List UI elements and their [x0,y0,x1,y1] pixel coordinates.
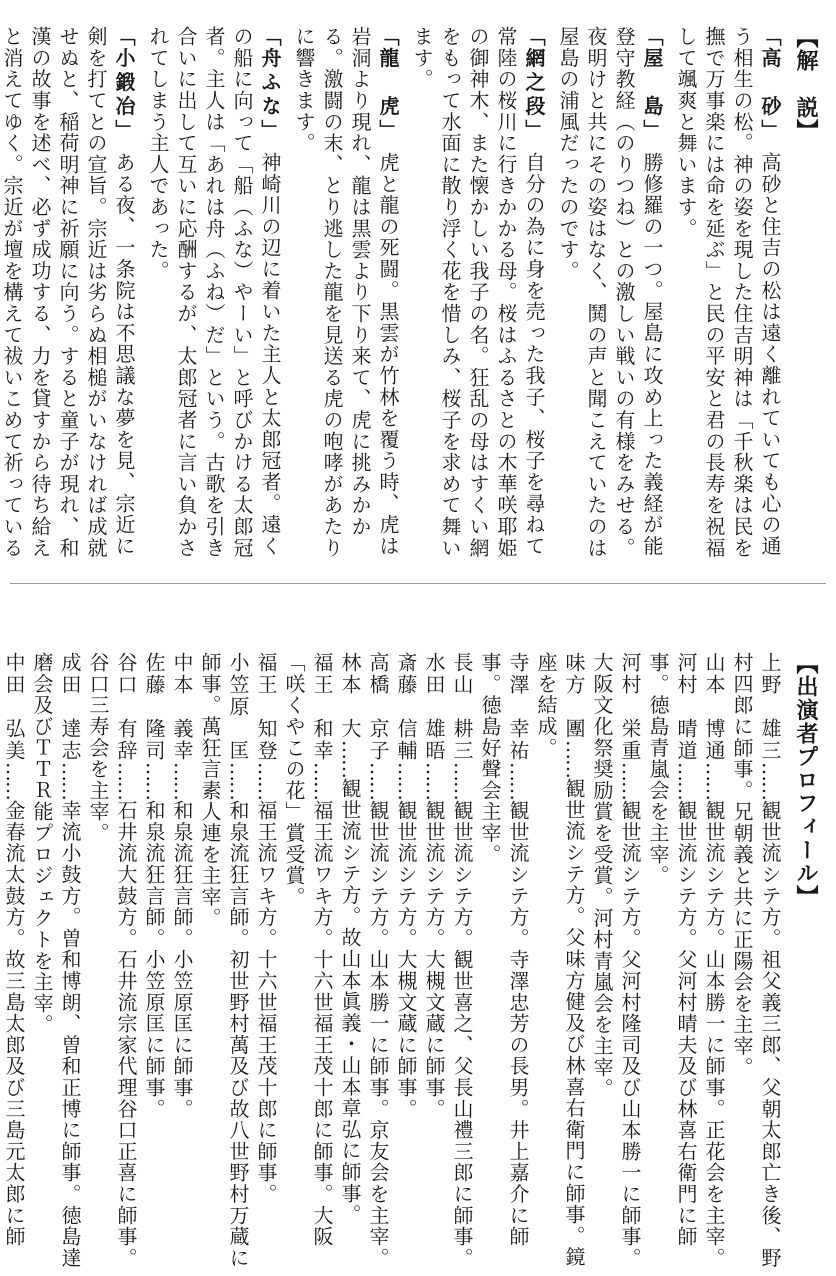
profile-entry: 佐藤 隆司……和泉流狂言師。小笠原匡に師事。 [142,652,166,1120]
performer-name: 小笠原 匡 [226,652,250,762]
profile-entry: 高橋 京子……観世流シテ方。山本勝一に師事。京友会を主宰。 [366,652,390,1269]
performer-bio: 福王流ワキ方。十六世福王茂十郎に師事。大阪「咲くやこの花」賞受賞。 [282,652,334,1248]
performer-bio: 観世流シテ方。観世喜之、父長山禮三郎に師事。 [450,800,474,1269]
commentary-body: 虎と龍の死闘。黒雲が竹林を覆う時、虎は岩洞より現れ、龍は黒雲より下り来て、虎に挑みかかる。激闘の末、とり逃した龍を見送る虎の咆哮があたりに響きます。 [292,26,400,559]
commentary-body: 高砂と住吉の松は遠く離れていても心の通う相生の松。神の姿を現した住吉明神は「千秋楽は民を撫で万事楽には命を延ぶ」と民の平安と君の長寿を祝福して颯爽と舞います。 [674,26,782,559]
performer-bio: 金春流太鼓方。故三島太郎及び三島元太郎に師 [2,800,26,1248]
profile-entry: 小笠原 匡……和泉流狂言師。初世野村萬及び故八世野村万蔵に師事。萬狂言素人連を主宰。 [198,652,250,1269]
commentary-item-funafuna: 「舟ふな」 神崎川の辺に着いた主人と太郎冠者。遠くの船に向って「船（ふな）やーい」と呼びかける太郎冠者。主人は「あれは舟（ふね）だ」という。古歌を引き合いに出して互いに応酬するが、太郎冠者に言い負かされてしまう主人であった。 [146,26,282,559]
commentary-item-yashima: 「屋 島」 勝修羅の一つ。屋島に攻め上った義経が能登守教経（のりつね）との激しい戦いの有様をみせる。夜明けと共にその姿はなく、鬨の声と聞こえていたのは屋島の浦風だったのです。 [556,26,664,559]
performer-bio: 和泉流狂言師。小笠原匡に師事。 [142,800,166,1120]
performer-name: 上野 雄三 [758,652,782,762]
profile-entry: 寺澤 幸祐……観世流シテ方。寺澤忠芳の長男。井上嘉介に師事。徳島好聲会主宰。 [478,652,530,1248]
performer-bio: 福王流ワキ方。十六世福王茂十郎に師事。 [254,800,278,1205]
commentary-item-takasago: 「高 砂」 高砂と住吉の松は遠く離れていても心の通う相生の松。神の姿を現した住吉明神は「千秋楽は民を撫で万事楽には命を延ぶ」と民の平安と君の長寿を祝福して颯爽と舞います。 [674,26,782,559]
profile-entry: 谷口 有辞……石井流大鼓方。石井流宗家代理谷口正喜に師事。谷口三寿会を主宰。 [86,652,138,1269]
performer-name: 河村 晴道 [674,652,698,762]
commentary-body: 自分の為に身を売った我子、桜子を尋ねて常陸の桜川に行きかかる母。桜はふるさとの木華咲耶姫の御神木、また懐かしい我子の名。狂乱の母はすくい網をもって水面に散り浮く花を惜しみ、桜子を求めて舞います。 [410,26,546,559]
performer-bio: 観世流シテ方。祖父義三郎、父朝太郎亡き後、野村四郎に師事。兄朝義と共に正陽会を主宰。 [730,652,782,1269]
performer-name: 斎藤 信輔 [394,652,418,762]
performer-bio: 観世流シテ方。故山本眞義・山本章弘に師事。 [338,778,362,1226]
profiles-title: 【出演者プロフィール】 [793,652,819,909]
commentary-body: 勝修羅の一つ。屋島に攻め上った義経が能登守教経（のりつね）との激しい戦いの有様をみせる。夜明けと共にその姿はなく、鬨の声と聞こえていたのは屋島の浦風だったのです。 [556,26,664,559]
profiles-section [0,590,836,1276]
performer-name: 福王 知登 [254,652,278,762]
commentary-item-ryuko: 「龍 虎」 虎と龍の死闘。黒雲が竹林を覆う時、虎は岩洞より現れ、龍は黒雲より下り来て、虎に挑みかかる。激闘の末、とり逃した龍を見送る虎の咆哮があたりに響きます。 [292,26,400,559]
performer-name: 味方 團 [562,652,586,740]
performer-name: 水田 雄晤 [422,652,446,762]
performer-name: 寺澤 幸祐 [506,652,530,762]
performer-bio: 観世流シテ方。大槻文蔵に師事。 [394,800,418,1120]
profile-entry: 山本 博通……観世流シテ方。山本勝一に師事。正花会を主宰。 [702,652,726,1269]
performer-bio: 観世流シテ方。父河村晴夫及び林喜右衛門に師事。徳島青嵐会を主宰。 [646,652,698,1248]
performer-bio: 幸流小鼓方。曽和博朗、曽和正博に師事。徳島達磨会及びＴＴＲ能プロジェクトを主宰。 [30,652,82,1269]
commentary-label: 網之段 [522,47,546,120]
profile-entry: 味方 團……観世流シテ方。父味方健及び林喜右衛門に師事。鏡座を結成。 [534,652,586,1268]
performer-name: 谷口 有辞 [114,652,138,762]
commentary-label: 屋 島 [640,47,664,120]
commentary-section [0,0,836,578]
profile-entry: 河村 晴道……観世流シテ方。父河村晴夫及び林喜右衛門に師事。徳島青嵐会を主宰。 [646,652,698,1248]
commentary-label: 小鍛冶 [112,47,136,120]
commentary-body: 神崎川の辺に着いた主人と太郎冠者。遠くの船に向って「船（ふな）やーい」と呼びかける太郎冠者。主人は「あれは舟（ふね）だ」という。古歌を引き合いに出して互いに応酬するが、太郎冠者に言い負かされてしまう主人であった。 [146,26,282,559]
commentary-label: 高 砂 [758,47,782,120]
performer-bio: 観世流シテ方。大槻文蔵に師事。 [422,800,446,1120]
performer-bio: 観世流シテ方。山本勝一に師事。正花会を主宰。 [702,800,726,1269]
commentary-label: 龍 虎 [376,47,400,120]
performer-name: 中田 弘美 [2,652,26,762]
commentary-item-aminodan: 「網之段」 自分の為に身を売った我子、桜子を尋ねて常陸の桜川に行きかかる母。桜はふるさとの木華咲耶姫の御神木、また懐かしい我子の名。狂乱の母はすくい網をもって水面に散り浮く花を惜しみ、桜子を求めて舞います。 [410,26,546,559]
performer-name: 高橋 京子 [366,652,390,762]
performer-bio: 和泉流狂言師。小笠原匡に師事。 [170,800,194,1120]
performer-bio: 石井流大鼓方。石井流宗家代理谷口正喜に師事。谷口三寿会を主宰。 [86,652,138,1269]
commentary-title: 【解 説】 [793,26,819,143]
profile-entry: 上野 雄三……観世流シテ方。祖父義三郎、父朝太郎亡き後、野村四郎に師事。兄朝義と共に正陽会を主宰。 [730,652,782,1269]
profile-entry: 成田 達志……幸流小鼓方。曽和博朗、曽和正博に師事。徳島達磨会及びＴＴＲ能プロジェクトを主宰。 [30,652,82,1269]
profile-entry: 河村 栄重……観世流シテ方。父河村隆司及び山本勝一に師事。大阪文化祭奨励賞を受賞。河村青嵐会を主宰。 [590,652,642,1269]
profile-entry: 林本 大……観世流シテ方。故山本眞義・山本章弘に師事。 [338,652,362,1226]
performer-name: 成田 達志 [58,652,82,762]
performer-bio: 観世流シテ方。父味方健及び林喜右衛門に師事。鏡座を結成。 [534,652,586,1268]
performer-name: 中本 義幸 [170,652,194,762]
performer-name: 山本 博通 [702,652,726,762]
performer-name: 佐藤 隆司 [142,652,166,762]
performer-name: 河村 栄重 [618,652,642,762]
performer-bio: 観世流シテ方。父河村隆司及び山本勝一に師事。大阪文化祭奨励賞を受賞。河村青嵐会を主宰。 [590,652,642,1269]
performer-bio: 観世流シテ方。寺澤忠芳の長男。井上嘉介に師事。徳島好聲会主宰。 [478,652,530,1248]
profile-entry: 福王 知登……福王流ワキ方。十六世福王茂十郎に師事。 [254,652,278,1205]
profile-entry: 長山 耕三……観世流シテ方。観世喜之、父長山禮三郎に師事。 [450,652,474,1269]
profile-entry: 中本 義幸……和泉流狂言師。小笠原匡に師事。 [170,652,194,1120]
performer-name: 林本 大 [338,652,362,740]
commentary-text [0,26,820,566]
profile-entry: 斎藤 信輔……観世流シテ方。大槻文蔵に師事。 [394,652,418,1120]
section-divider [10,583,826,584]
commentary-item-kokaji: 「小鍛冶」 ある夜、一条院は不思議な夢を見、宗近に剣を打てとの宣旨。宗近は劣らぬ相槌がいなければ成就せぬと、稲荷明神に祈願に向う。すると童子が現れ、和漢の故事を述べ、必ず成功する、力を貸すから待ち給えと消えてゆく。宗近が壇を構えて祓いこめて祈っている [0,26,138,566]
performer-name: 長山 耕三 [450,652,474,762]
performer-bio: 和泉流狂言師。初世野村萬及び故八世野村万蔵に師事。萬狂言素人連を主宰。 [198,652,250,1269]
commentary-body: ある夜、一条院は不思議な夢を見、宗近に剣を打てとの宣旨。宗近は劣らぬ相槌がいなければ成就せぬと、稲荷明神に祈願に向う。すると童子が現れ、和漢の故事を述べ、必ず成功する、力を貸すから待ち給えと消えてゆく。宗近が壇を構えて祓いこめて祈っている [0,26,136,559]
commentary-label: 舟ふな [258,47,282,120]
profile-entry: 福王 和幸……福王流ワキ方。十六世福王茂十郎に師事。大阪「咲くやこの花」賞受賞。 [282,652,334,1248]
performer-name: 福王 和幸 [310,652,334,762]
performer-bio: 観世流シテ方。山本勝一に師事。京友会を主宰。 [366,800,390,1269]
profile-entry: 中田 弘美……金春流太鼓方。故三島太郎及び三島元太郎に師 [0,652,28,1270]
profile-entry: 水田 雄晤……観世流シテ方。大槻文蔵に師事。 [422,652,446,1120]
profiles-text [0,652,820,1270]
